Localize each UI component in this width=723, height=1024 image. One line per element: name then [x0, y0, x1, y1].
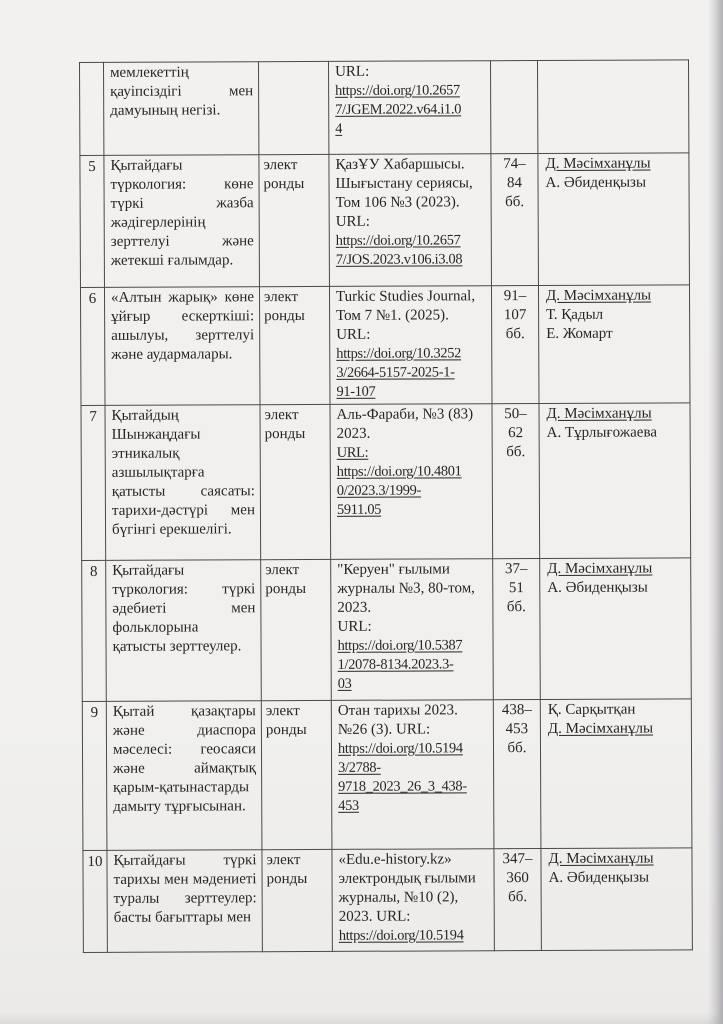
- pages-line: 107: [503, 307, 527, 324]
- doi-link-line: 7/JOS.2023.v106.i3.08: [335, 251, 463, 268]
- source-line: Шығыстану сериясы,: [335, 175, 473, 192]
- source-line: электрондық ғылыми: [338, 870, 476, 887]
- table-row: [83, 848, 692, 953]
- publications-table: [79, 59, 693, 953]
- row-number-cell: 8: [82, 560, 107, 701]
- row-number-cell: 10: [83, 850, 107, 952]
- pages-line: 74–: [503, 156, 526, 173]
- table-row: [80, 285, 690, 406]
- source-line: 2023.: [337, 599, 372, 616]
- publication-title-cell: Қытай қазақтары және диаспора мәселесі: геосаяси және аймақтық қарым-қатынастарды дамыту тұрғысынан.: [106, 701, 262, 851]
- source-line: Том 106 №3 (2023).: [335, 194, 460, 211]
- row-number-cell: 7: [81, 405, 106, 560]
- pages-line: бб.: [505, 194, 525, 211]
- pages-line: 360: [506, 870, 529, 887]
- format-cell: [261, 559, 332, 700]
- format-line: ронды: [265, 722, 307, 739]
- author-name: Д. Мәсімханұлы: [545, 155, 651, 172]
- doi-link-line: https://doi.org/10.5387: [337, 637, 463, 654]
- row-number-cell: 5: [80, 155, 105, 287]
- format-cell: [260, 404, 331, 559]
- pages-line: 62: [508, 425, 524, 442]
- table-row: [82, 699, 692, 851]
- source-cell: [329, 154, 492, 287]
- source-line: «Edu.e-history.kz»: [338, 851, 452, 868]
- scan-right-edge: [708, 0, 723, 1024]
- author-name: Д. Мәсімханұлы: [547, 720, 654, 737]
- doi-link-line: 03: [337, 675, 352, 692]
- pages-cell: [493, 558, 541, 699]
- format-line: элект: [263, 157, 298, 174]
- format-cell: [262, 849, 332, 951]
- format-cell: [261, 700, 332, 849]
- format-cell: [259, 61, 329, 154]
- format-line: ронды: [265, 581, 307, 598]
- doi-link-line: https://doi.org/10.2657: [335, 82, 460, 99]
- format-cell: [259, 286, 330, 404]
- source-line: URL:: [336, 326, 371, 343]
- pages-line: бб.: [505, 326, 525, 343]
- source-line: Том 7 №1. (2025).: [336, 307, 449, 324]
- pages-line: 50–: [504, 406, 527, 423]
- author-name: Т. Қадыл: [546, 306, 604, 323]
- source-line: URL:: [335, 63, 370, 80]
- format-line: элект: [266, 852, 301, 869]
- pages-line: бб.: [508, 889, 528, 906]
- pages-cell: [491, 153, 539, 285]
- author-name: Д. Мәсімханұлы: [546, 405, 652, 422]
- doi-link-line: 1/2078-8134.2023.3-: [337, 656, 454, 673]
- pages-line: 91–: [503, 288, 527, 305]
- doi-link-line: 3/2788-: [338, 759, 381, 776]
- pages-line: 347–: [502, 851, 533, 868]
- source-cell: [331, 559, 494, 701]
- author-name: А. Әбиденқызы: [548, 869, 650, 886]
- pages-line: 438–: [501, 702, 532, 719]
- row-number-cell: 6: [80, 287, 105, 405]
- scan-bottom-shadow: [0, 1012, 723, 1024]
- pages-line: 37–: [504, 561, 528, 578]
- pages-cell: [490, 60, 537, 153]
- source-line: журналы №3, 80-том,: [337, 580, 475, 597]
- publication-title-cell: Қытайдағы түркология: көне түркі жазба жәдігерлерінің зерттелуі және жетекші ғалымдар.: [104, 155, 260, 288]
- doi-link-line: 5911.05: [336, 501, 382, 518]
- doi-link-line: 453: [338, 797, 359, 814]
- pages-cell: [491, 285, 539, 403]
- doi-link-line: https://doi.org/10.5194: [338, 927, 464, 944]
- doi-link-line: URL:: [336, 444, 369, 461]
- author-name: Қ. Сарқытқан: [547, 701, 636, 718]
- pages-line: бб.: [507, 740, 527, 757]
- doi-link-line: https://doi.org/10.2657: [335, 232, 461, 249]
- pages-line: бб.: [506, 444, 526, 461]
- table-row: [80, 153, 690, 288]
- author-name: Д. Мәсімханұлы: [548, 850, 654, 867]
- source-line: Аль-Фараби, №3 (83): [336, 406, 474, 423]
- source-cell: [328, 61, 490, 155]
- doi-link-line: 0/2023.3/1999-: [336, 482, 422, 499]
- pages-line: бб.: [506, 599, 526, 616]
- source-line: URL:: [337, 618, 372, 635]
- format-line: элект: [263, 289, 299, 306]
- authors-cell: [540, 699, 692, 849]
- format-line: элект: [265, 562, 300, 579]
- table-row: [81, 403, 691, 561]
- source-line: URL:: [335, 213, 370, 230]
- author-name: Д. Мәсімханұлы: [547, 560, 653, 577]
- row-number-cell: [80, 62, 104, 155]
- doi-link-line: 9718_2023_26_3_438-: [338, 778, 467, 795]
- table-row: [80, 60, 689, 156]
- source-line: Turkic Studies Journal,: [335, 288, 476, 305]
- authors-cell: [537, 60, 688, 154]
- authors-cell: [541, 848, 692, 951]
- publication-title-cell: Қытайдағы түркі тарихы мен мәдениеті туралы зерттеулер: басты бағыттары мен: [107, 850, 262, 953]
- doi-link-line: https://doi.org/10.4801: [336, 463, 462, 480]
- source-line: журналы, №10 (2),: [338, 889, 459, 906]
- author-name: Е. Жомарт: [546, 325, 613, 342]
- source-cell: [329, 286, 492, 405]
- author-name: Д. Мәсімханұлы: [545, 287, 652, 304]
- authors-cell: [540, 558, 692, 700]
- pages-cell: [494, 848, 541, 950]
- author-name: А. Әбиденқызы: [545, 174, 647, 191]
- publication-title-cell: «Алтын жарық» көне ұйғыр ескерткіші: ашылуы, зерттелуі және аудармалары.: [104, 287, 260, 406]
- source-line: 2023.: [336, 425, 371, 442]
- doi-link-line: 4: [335, 120, 343, 137]
- source-line: Отан тарихы 2023.: [337, 702, 458, 719]
- publication-title-cell: Қытайдағы түркология: түркі әдебиеті мен фольклорына қатысты зерттеулер.: [106, 560, 262, 702]
- source-cell: [331, 700, 494, 850]
- doi-link-line: 91-107: [336, 383, 376, 400]
- authors-cell: [538, 285, 690, 404]
- pages-line: 453: [505, 721, 529, 738]
- table-row: [82, 558, 692, 702]
- pages-cell: [493, 699, 541, 848]
- doi-link-line: https://doi.org/10.3252: [336, 345, 462, 362]
- pages-line: 84: [506, 175, 523, 192]
- format-cell: [259, 154, 330, 286]
- format-line: ронды: [264, 308, 305, 325]
- source-cell: [332, 849, 494, 952]
- format-line: элект: [265, 703, 300, 720]
- source-cell: [330, 404, 493, 560]
- format-line: ронды: [266, 871, 308, 888]
- publication-title-cell: мемлекеттің қауіпсіздігі мен дамуының негізі.: [104, 62, 259, 156]
- author-name: А. Тұрлығожаева: [546, 424, 658, 441]
- authors-cell: [538, 153, 690, 286]
- source-line: №26 (3). URL:: [337, 721, 431, 738]
- row-number-cell: 9: [82, 701, 107, 850]
- doi-link-line: 7/JGEM.2022.v64.i1.0: [335, 101, 462, 118]
- format-line: ронды: [263, 176, 305, 193]
- authors-cell: [539, 403, 691, 559]
- source-line: 2023. URL:: [338, 908, 411, 925]
- source-line: ҚазҰУ Хабаршысы.: [335, 156, 465, 173]
- format-line: элект: [264, 407, 299, 424]
- doi-link-line: 3/2664-5157-2025-1-: [336, 364, 455, 381]
- pages-cell: [492, 403, 540, 558]
- pages-line: 51: [508, 580, 524, 597]
- publication-title-cell: Қытайдың Шынжаңдағы этникалық азшылықтарға қатысты саясаты: тарихи-дәстүрі мен бүгінгі ерекшелігі.: [105, 405, 261, 561]
- source-line: "Керуен" ғылыми: [337, 561, 450, 578]
- author-name: А. Әбиденқызы: [547, 579, 648, 596]
- format-line: ронды: [264, 426, 306, 443]
- doi-link-line: https://doi.org/10.5194: [337, 740, 463, 757]
